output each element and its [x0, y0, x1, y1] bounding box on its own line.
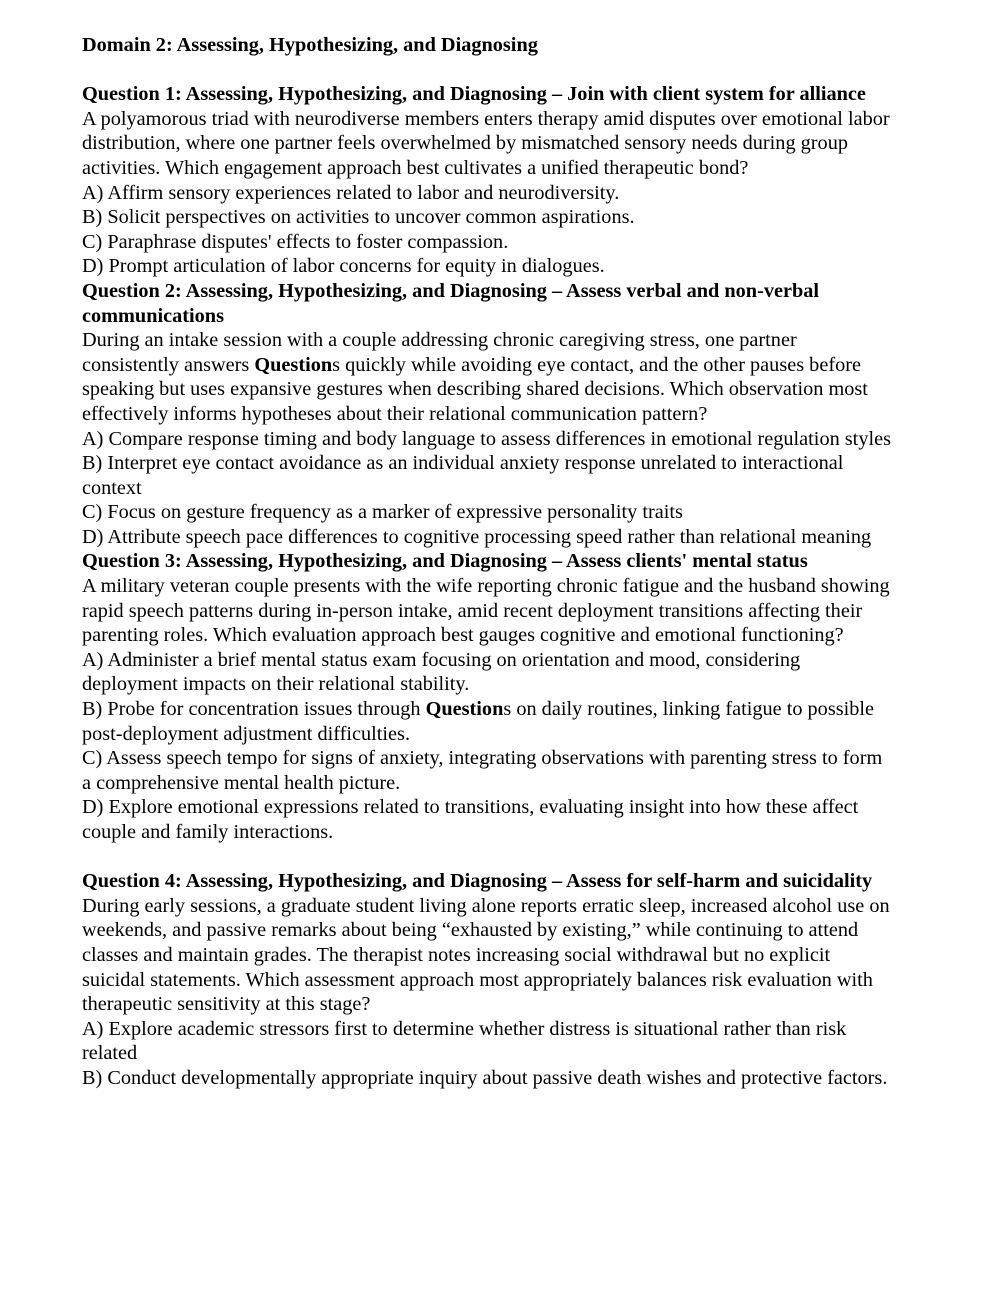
option-b: B) Solicit perspectives on activities to uncover common aspirations. [82, 206, 635, 229]
question-heading: Question 1: Assessing, Hypothesizing, and Diagnosing – Join with client system for alliance [82, 83, 866, 106]
option-b: B) Interpret eye contact avoidance as an individual anxiety response unrelated to interactional context [82, 452, 844, 499]
option-text: B) Probe for concentration issues through [82, 698, 426, 721]
option-b [82, 697, 892, 746]
section-spacer [82, 845, 892, 870]
option-d: D) Attribute speech pace differences to cognitive processing speed rather than relational meaning [82, 525, 872, 548]
option-c: C) Paraphrase disputes' effects to foster compassion. [82, 230, 509, 253]
question-4 [82, 869, 892, 1090]
question-stem: A military veteran couple presents with the wife reporting chronic fatigue and the husband showing rapid speech patterns during in-person intake, amid recent deployment transitions affecting their parenting roles. Which evaluation approach best gauges cognitive and emotional functioning? [82, 575, 890, 647]
stem-bold-text: Question [254, 353, 333, 376]
option-text: s on daily routines, linking fatigue to possible post-deployment adjustment difficulties. [82, 698, 875, 745]
option-b: B) Conduct developmentally appropriate inquiry about passive death wishes and protective factors. [82, 1066, 888, 1089]
option-c: C) Assess speech tempo for signs of anxiety, integrating observations with parenting stress to form a comprehensive mental health picture. [82, 747, 883, 794]
question-stem: A polyamorous triad with neurodiverse members enters therapy amid disputes over emotional labor distribution, where one partner feels overwhelmed by mismatched sensory needs during group activities. Which engagement approach best cultivates a unified therapeutic bond? [82, 107, 890, 179]
question-heading: Question 3: Assessing, Hypothesizing, and Diagnosing – Assess clients' mental status [82, 550, 808, 573]
option-a: A) Affirm sensory experiences related to labor and neurodiversity. [82, 181, 620, 204]
stem-text: During an intake session with a couple addressing chronic caregiving stress, one partner consistently answers [82, 329, 797, 376]
option-c: C) Focus on gesture frequency as a marker of expressive personality traits [82, 501, 683, 524]
option-a: A) Administer a brief mental status exam focusing on orientation and mood, considering deployment impacts on their relational stability. [82, 648, 801, 696]
question-2 [82, 279, 892, 550]
option-d: D) Prompt articulation of labor concerns for equity in dialogues. [82, 255, 605, 278]
question-stem [82, 328, 892, 426]
question-heading: Question 4: Assessing, Hypothesizing, and Diagnosing – Assess for self-harm and suicidality [82, 870, 873, 893]
question-3 [82, 549, 892, 844]
option-d: D) Explore emotional expressions related to transitions, evaluating insight into how these affect couple and family interactions. [82, 796, 859, 843]
document-page [82, 33, 892, 1091]
option-a: A) Explore academic stressors first to determine whether distress is situational rather than risk related [82, 1017, 847, 1065]
option-bold-text: Question [425, 698, 504, 721]
question-stem: During early sessions, a graduate student living alone reports erratic sleep, increased alcohol use on weekends, and passive remarks about being “exhausted by existing,” while continuing to attend classes and maintain grades. The therapist notes increasing social withdrawal but no explicit suicidal statements. Which assessment approach most appropriately balances risk evaluation with therapeutic sensitivity at this stage? [82, 894, 890, 1016]
domain-title: Domain 2: Assessing, Hypothesizing, and Diagnosing [82, 34, 538, 56]
stem-text: s quickly while avoiding eye contact, and the other pauses before speaking but uses expansive gestures when describing shared decisions. Which observation most effectively informs hypotheses about their relational communication pattern? [82, 353, 868, 425]
question-heading: Question 2: Assessing, Hypothesizing, and Diagnosing – Assess verbal and non-verbal communications [82, 279, 820, 327]
option-a: A) Compare response timing and body language to assess differences in emotional regulation styles [82, 427, 891, 450]
question-1 [82, 82, 892, 279]
